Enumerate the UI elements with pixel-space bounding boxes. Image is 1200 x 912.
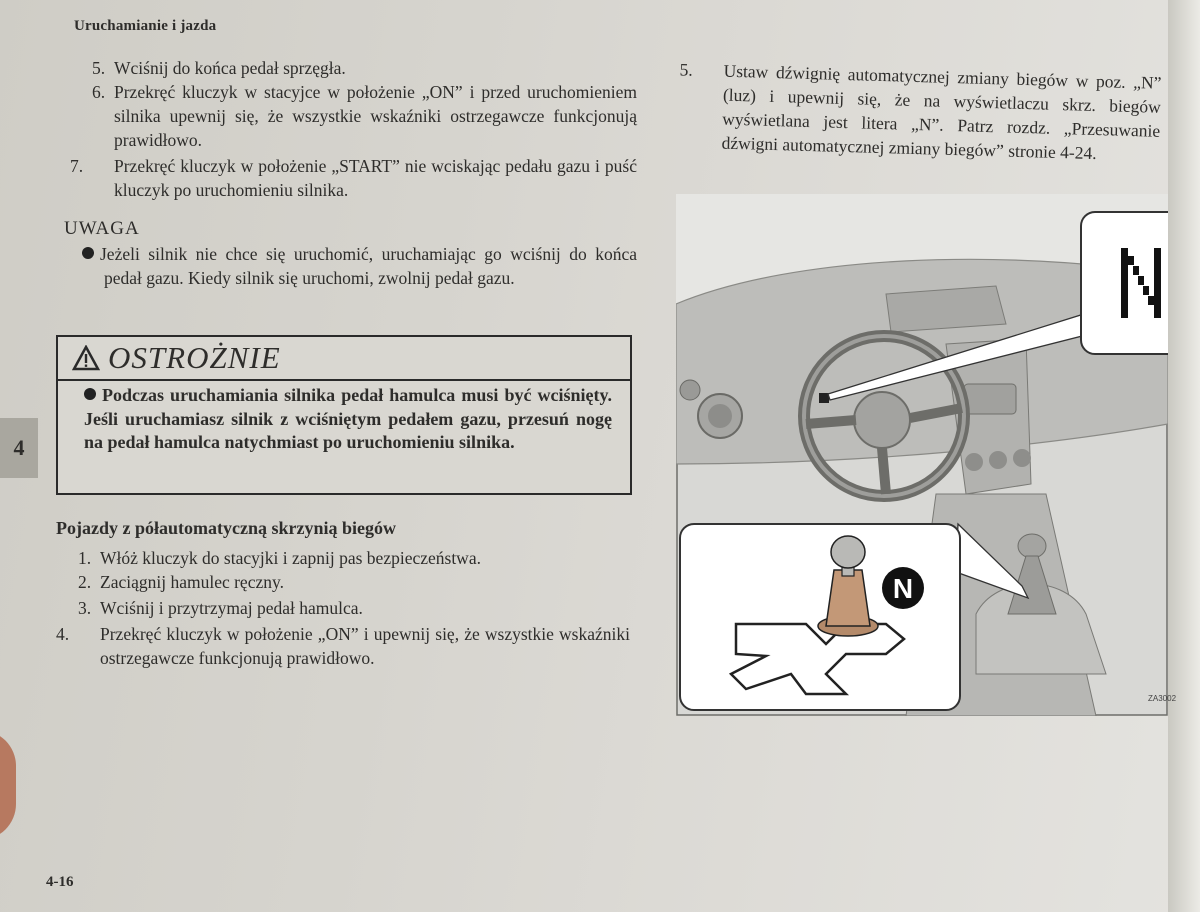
step-3: 3. Wciśnij i przytrzymaj pedał hamulca. [78,598,363,618]
section-heading: Pojazdy z półautomatyczną skrzynią biegów [56,518,396,538]
gear-selector-illustration [676,194,1168,716]
step-7: 7. Przekręć kluczyk w położenie „START” nie wciskając pedału gazu i puść kluczyk po uruchomieniu silnika. [70,156,637,200]
note-text: Jeżeli silnik nie chce się uruchomić, uruchamiając go wciśnij do końca pedał gazu. Kiedy silnik się uruchomi, zwolnij pedał gazu. [82,242,637,290]
caution-header [58,337,630,381]
step-2: 2. Zaciągnij hamulec ręczny. [78,572,284,592]
step-4: 4. Przekręć kluczyk w położenie „ON” i upewnij się, że wszystkie wskaźniki ostrzegawcze funkcjonują prawidłowo. [56,624,630,668]
step-6: 6. Przekręć kluczyk w stacyjce w położenie „ON” i przed uruchomieniem silnika upewnij się, że wszystkie wskaźniki ostrzegawcze funkcjonują prawidłowo. [92,82,637,150]
running-head: Uruchamianie i jazda [74,18,217,34]
warning-triangle-icon [72,345,100,371]
note-title: UWAGA [64,218,140,239]
caution-box [56,335,632,495]
bullet-icon [82,247,94,259]
caution-title: OSTROŻNIE [108,340,281,375]
right-step-5: 5. Ustaw dźwignię automatycznej zmiany biegów w poz. „N” (luz) i upewnij się, że na wyświetlaczu skrz. biegów wyświetlana jest litera „N”. Patrz rozdz. „Przesuwanie dźwigni automatycznej zmiany biegów” stronie 4-24. [679,59,1162,164]
step-5: 5. Wciśnij do końca pedał sprzęgła. [92,58,346,78]
figure-code: ZA3002 [1148,694,1177,703]
thumb [0,730,16,840]
bullet-icon [84,388,96,400]
lever-position-badge: N [892,573,914,604]
page-fold-shadow [1168,0,1200,912]
step-1: 1. Włóż kluczyk do stacyjki i zapnij pas bezpieczeństwa. [78,548,481,568]
chapter-tab: 4 [0,418,38,478]
caution-text: Podczas uruchamiania silnika pedał hamulca musi być wciśnięty. Jeśli uruchamiasz silnik z wciśniętym pedałem gazu, przesuń nogę na pedał hamulca natychmiast po uruchomieniu silnika. [84,385,612,452]
page-number: 4-16 [46,874,74,890]
